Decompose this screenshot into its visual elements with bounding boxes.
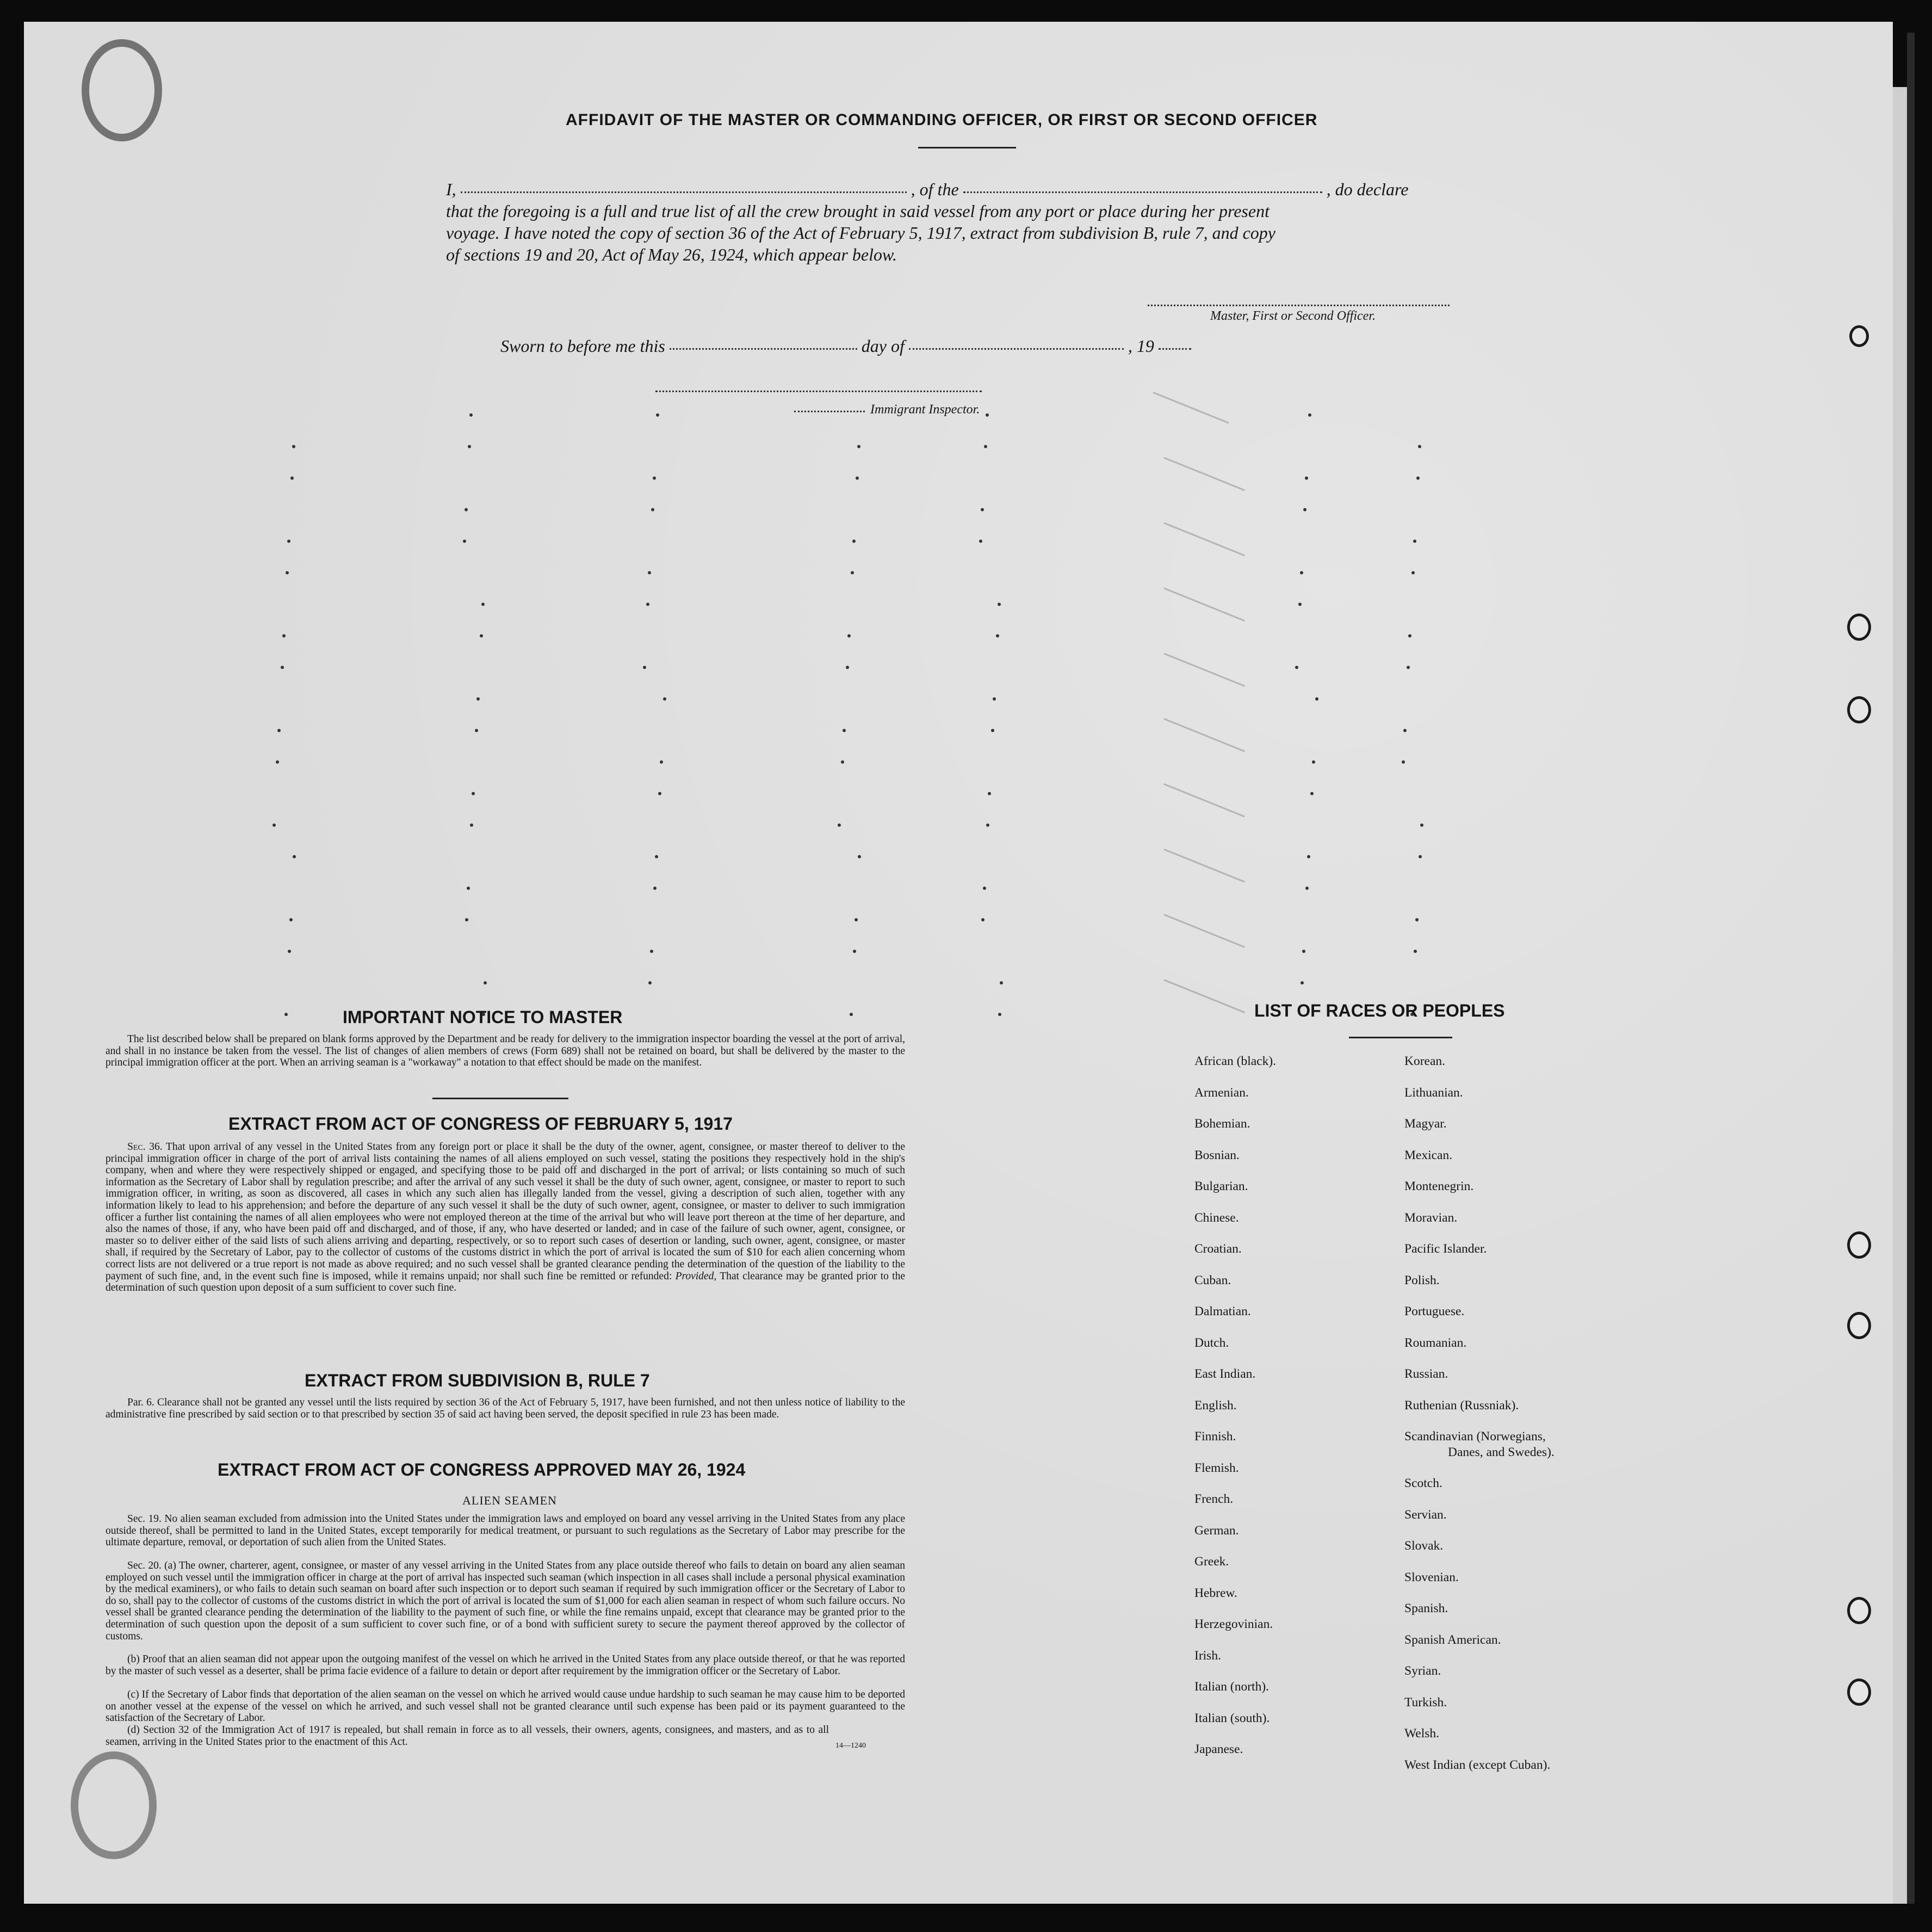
bleed-dot	[857, 445, 860, 448]
race-item: Turkish.	[1404, 1695, 1447, 1710]
race-item: Hebrew.	[1194, 1586, 1237, 1600]
bleed-dot	[465, 508, 468, 511]
bleed-dot	[984, 445, 987, 448]
race-item: Magyar.	[1404, 1117, 1447, 1131]
section-20d-text: (d) Section 32 of the Immigration Act of 1917 is repealed, but shall remain in force as to all vessels, their owners, agents, consignees, and masters, and as to all seamen, arriving in the United States prior to the enactment of this Act.	[106, 1724, 829, 1748]
affidavit-line-4: of sections 19 and 20, Act of May 26, 1924, which appear below.	[446, 245, 897, 264]
bleed-dot	[1415, 918, 1419, 921]
race-item: Bulgarian.	[1194, 1179, 1248, 1193]
race-item: Polish.	[1404, 1273, 1440, 1287]
bleed-dot	[1305, 887, 1309, 890]
bleed-dot	[981, 918, 984, 921]
race-item: Spanish.	[1404, 1601, 1448, 1616]
race-item: East Indian.	[1194, 1367, 1256, 1381]
bleed-dot	[1301, 981, 1304, 984]
affidavit-title: AFFIDAVIT OF THE MASTER OR COMMANDING OFFICER, OR FIRST OR SECOND OFFICER	[566, 111, 1318, 129]
races-rule	[1349, 1037, 1452, 1038]
bleed-dot	[852, 540, 856, 543]
bleed-dot	[650, 950, 653, 953]
race-item: Scotch.	[1404, 1476, 1442, 1491]
inspector-label: Immigrant Inspector.	[870, 403, 980, 417]
extract-1917-text	[106, 1141, 905, 1294]
affidavit-line-3: voyage. I have noted the copy of section 36 of the Act of February 5, 1917, extract from subdivision B, rule 7, and copy	[446, 223, 1275, 243]
bleed-dot	[475, 729, 478, 732]
sworn-year: , 19	[1128, 336, 1154, 356]
bleed-dot	[993, 697, 996, 701]
signature-label: Master, First or Second Officer.	[1210, 309, 1376, 323]
bleed-dot	[1420, 823, 1423, 827]
bleed-dot	[465, 918, 468, 921]
race-item: Cuban.	[1194, 1273, 1231, 1287]
bleed-dot	[1303, 508, 1306, 511]
race-item: Japanese.	[1194, 1742, 1243, 1756]
bleed-dot	[979, 540, 982, 543]
bleed-dot	[463, 540, 466, 543]
race-item: Armenian.	[1194, 1085, 1249, 1100]
bleed-dot	[282, 634, 286, 637]
race-item: Bosnian.	[1194, 1148, 1240, 1162]
bleed-dot	[1312, 760, 1315, 764]
bleed-dot	[651, 508, 654, 511]
extract-rule7-text: Par. 6. Clearance shall not be granted any vessel until the lists required by section 36 of the Act of February 5, 1917, have been furnished, and not then unless notice of liability to the administrative fine prescribed by said section or to that prescribed by section 35 of said act having been served, the deposit specified in rule 23 has been made.	[106, 1397, 905, 1420]
bleed-dot	[1315, 697, 1318, 701]
bleed-dot	[481, 603, 485, 606]
bleed-dot	[1408, 634, 1411, 637]
bleed-dot	[1419, 855, 1422, 858]
race-item: Scandinavian (Norwegians,	[1404, 1429, 1546, 1444]
ink-stain	[82, 39, 162, 141]
section-20c-text: (c) If the Secretary of Labor finds that deportation of the alien seaman on the vessel on which he arrived would cause undue hardship to such seaman he may cause him to be deported on another vessel at the expense of the vessel on which he arrived, and such vessel shall not be granted clearance until such expense has been paid or its payment guaranteed to the satisfaction of the Secretary of Labor.	[106, 1689, 905, 1724]
bleed-dot	[484, 981, 487, 984]
affidavit-of-the: , of the	[911, 179, 959, 199]
race-item: French.	[1194, 1492, 1234, 1506]
race-item: Finnish.	[1194, 1429, 1236, 1444]
bleed-dot	[858, 855, 861, 858]
bleed-dot	[856, 476, 859, 480]
race-item: African (black).	[1194, 1054, 1277, 1068]
bleed-dot	[288, 950, 291, 953]
race-item: Lithuanian.	[1404, 1085, 1463, 1100]
inspector-short-line	[794, 411, 865, 412]
section-36-label: Sec. 36.	[127, 1141, 163, 1153]
bleed-dot	[1305, 476, 1308, 480]
notice-rule	[432, 1098, 568, 1099]
race-item: Dutch.	[1194, 1335, 1229, 1350]
extract-1917-title: EXTRACT FROM ACT OF CONGRESS OF FEBRUARY 5, 1917	[228, 1114, 733, 1134]
race-item: Korean.	[1404, 1054, 1446, 1068]
bleed-dot	[468, 445, 471, 448]
bleed-dot	[660, 760, 663, 764]
race-item: Bohemian.	[1194, 1117, 1250, 1131]
race-item: Italian (north).	[1194, 1680, 1270, 1694]
bleed-dot	[854, 918, 858, 921]
sworn-day-of: day of	[861, 336, 905, 356]
sworn-line	[500, 336, 1191, 356]
bleed-dot	[467, 887, 470, 890]
section-36-body: That upon arrival of any vessel in the United States from any foreign port or place it shall be the duty of the owner, agent, consignee, or master thereof to deliver to the principal immigration officer in charge of the port of arrival lists containing the names of all aliens employed on such vessel, stating the positions they respectively hold in the ship's company, when and where they were respectively shipped or engaged, and specifying those to be paid off and discharged in the port of arrival; or lists containing so much of such information as the Secretary of Labor shall by regulation prescribe; and after the arrival of any such vessel it shall be the duty of such owner, agent, consignee, or master to report to such immigration officer, in writing, as soon as discovered, all cases in which any such alien has illegally landed from the vessel, giving a description of such alien, together with any information likely to lead to his apprehension; and before the departure of any such vessel it shall be the duty of such owner, agent, consignee, or master to deliver to such immigration officer a further list containing the names of all alien employees who were not employed thereon at the time of the arrival but who will leave port thereon at the time of her departure, and also the names of those, if any, who have been paid off and discharged, and of those, if any, who have deserted or landed; and in case of the failure of such owner, agent, consignee, or master so to deliver either of the said lists of such aliens arriving and departing, respectively, or so to report such cases of desertion or landing, such owner, agent, consignee, or master shall, if required by the Secretary of Labor, pay to the collector of customs of the customs district in which the port of arrival is located the sum of $10 for each alien concerning whom correct lists are not delivered or a true report is not made as above required; and no such vessel shall be granted clearance pending the determination of the question of the liability to the payment of such fine, and, in the event such fine is imposed, while it remains unpaid; nor shall such fine be remitted or refunded:	[106, 1141, 905, 1282]
race-item: Dalmatian.	[1194, 1304, 1251, 1318]
bleed-dot	[838, 823, 841, 827]
bleed-dot	[646, 603, 649, 606]
bleed-dot	[1416, 476, 1420, 480]
bleed-dot	[847, 634, 851, 637]
bleed-dot	[986, 823, 989, 827]
race-item: Welsh.	[1404, 1726, 1440, 1741]
proviso-text: That clearance may be granted prior to the determination of such question upon deposit of a sum sufficient to cover such fine.	[106, 1270, 906, 1294]
race-item: Servian.	[1404, 1507, 1447, 1522]
bleed-dot	[648, 571, 651, 574]
race-item: German.	[1194, 1523, 1239, 1538]
bleed-dot	[843, 729, 846, 732]
race-item: Danes, and Swedes).	[1448, 1445, 1555, 1459]
bleed-dot	[653, 476, 656, 480]
race-item: Russian.	[1404, 1367, 1448, 1381]
race-item: Slovak.	[1404, 1539, 1444, 1553]
bleed-dot	[655, 855, 658, 858]
punch-hole	[1847, 614, 1871, 641]
bleed-dot	[1300, 571, 1303, 574]
bleed-dot	[648, 981, 652, 984]
bleed-dot	[469, 413, 473, 417]
form-number: 14—1240	[835, 1742, 866, 1750]
bleed-dot	[1414, 950, 1417, 953]
affidavit-line-1	[446, 179, 1408, 200]
race-item: Slovenian.	[1404, 1570, 1459, 1584]
page-edge	[1893, 87, 1907, 1904]
sworn-date-blank[interactable]	[670, 348, 857, 350]
race-item: Irish.	[1194, 1648, 1221, 1663]
bleed-dot	[658, 792, 661, 795]
sworn-month-blank[interactable]	[909, 348, 1124, 350]
bleed-dot	[476, 697, 480, 701]
bleed-dot	[276, 760, 279, 764]
race-item: Chinese.	[1194, 1210, 1239, 1225]
bleed-dot	[287, 540, 290, 543]
notice-text: The list described below shall be prepared on blank forms approved by the Department and be ready for delivery to the immigration inspector boarding the vessel at the port of arrival, and shall in no instance be taken from the vessel. The list of changes of alien members of crews (Form 689) shall not be retained on board, but shall be delivered by the master to the principal immigration officer at the port. When an arriving seaman is a "workaway" a notation to that effect should be made on the manifest.	[106, 1033, 905, 1069]
extract-1924-title: EXTRACT FROM ACT OF CONGRESS APPROVED MAY 26, 1924	[218, 1460, 746, 1479]
bleed-dot	[472, 792, 475, 795]
race-item: Croatian.	[1194, 1242, 1242, 1256]
race-item: Greek.	[1194, 1555, 1229, 1569]
bleed-dot	[1308, 413, 1311, 417]
bleed-dot	[290, 476, 294, 480]
section-20b-text: (b) Proof that an alien seaman did not appear upon the outgoing manifest of the vessel on which he arrived in the United States from any place outside thereof, or that he was reported by the master of such vessel as a deserter, shall be prima facie evidence of a failure to detain or deport after requirement by the immigration officer or the Secretary of Labor.	[106, 1654, 905, 1677]
bleed-dot	[1411, 571, 1415, 574]
punch-hole	[1849, 325, 1869, 347]
punch-hole	[1847, 696, 1871, 723]
affidavit-i: I,	[446, 179, 456, 199]
bleed-dot	[292, 445, 295, 448]
punch-hole	[1847, 1597, 1871, 1624]
bleed-dot	[284, 1013, 288, 1016]
bleed-dot	[1298, 603, 1302, 606]
bleed-dot	[851, 571, 854, 574]
bleed-dot	[293, 855, 296, 858]
bleed-dot	[986, 413, 989, 417]
race-item: Portuguese.	[1404, 1304, 1465, 1318]
bleed-dot	[1307, 855, 1310, 858]
affidavit-line-2: that the foregoing is a full and true list of all the crew brought in said vessel from any port or place during her present	[446, 201, 1270, 221]
extract-rule7-title: EXTRACT FROM SUBDIVISION B, RULE 7	[305, 1371, 650, 1390]
bleed-dot	[1418, 445, 1421, 448]
bleed-dot	[846, 666, 849, 669]
bleed-dot	[480, 634, 483, 637]
bleed-dot	[1310, 792, 1314, 795]
affidavit-declare: , do declare	[1326, 179, 1409, 199]
punch-hole	[1847, 1231, 1871, 1259]
race-item: Italian (south).	[1194, 1711, 1270, 1725]
bleed-dot	[1402, 760, 1405, 764]
bleed-dot	[273, 823, 276, 827]
sworn-year-blank[interactable]	[1159, 348, 1191, 350]
name-blank[interactable]	[461, 191, 907, 193]
race-item: Flemish.	[1194, 1460, 1239, 1475]
sworn-text: Sworn to before me this	[500, 336, 665, 356]
bleed-dot	[281, 666, 284, 669]
bleed-dot	[1407, 666, 1410, 669]
signature-line[interactable]	[1148, 305, 1450, 306]
bleed-dot	[470, 823, 473, 827]
race-item: Montenegrin.	[1404, 1179, 1474, 1193]
section-19-text: Sec. 19. No alien seaman excluded from admission into the United States under the immigration laws and employed on board any vessel arriving in the United States from any place outside thereof, shall be permitted to land in the United States, except temporarily for medical treatment, or pursuant to such regulations as the Secretary of Labor may prescribe for the ultimate departure, removal, or deportation of such alien from the United States.	[106, 1513, 905, 1549]
bleed-dot	[1413, 540, 1416, 543]
bleed-dot	[286, 571, 289, 574]
bleed-dot	[653, 887, 657, 890]
race-item: Syrian.	[1404, 1664, 1441, 1679]
race-item: West Indian (except Cuban).	[1404, 1757, 1551, 1772]
race-item: Roumanian.	[1404, 1335, 1467, 1350]
race-item: Spanish American.	[1404, 1632, 1501, 1647]
punch-hole	[1847, 1679, 1871, 1706]
bleed-dot	[991, 729, 994, 732]
bleed-dot	[983, 887, 986, 890]
bleed-dot	[850, 1013, 853, 1016]
bleed-dot	[1295, 666, 1298, 669]
bleed-dot	[853, 950, 856, 953]
race-item: Pacific Islander.	[1404, 1242, 1487, 1256]
race-item: Ruthenian (Russniak).	[1404, 1398, 1519, 1413]
proviso-word: Provided,	[675, 1270, 717, 1282]
bleed-dot	[277, 729, 281, 732]
bleed-dot	[981, 508, 984, 511]
ink-stain	[71, 1751, 157, 1859]
bleed-dot	[988, 792, 991, 795]
race-item: English.	[1194, 1398, 1237, 1413]
bleed-dot	[1000, 981, 1003, 984]
bleed-dot	[996, 634, 999, 637]
bleed-dot	[656, 413, 659, 417]
vessel-blank[interactable]	[963, 191, 1322, 193]
section-20a-text: Sec. 20. (a) The owner, charterer, agent, consignee, or master of any vessel arriving in the United States from any place outside thereof who fails to detain on board any alien seaman employed on such vessel until the immigration officer in charge at the port of arrival has inspected such seaman (which inspection in all cases shall include a personal physical examination by the medical examiners), or who fails to detain such seaman on board after such inspection or to deport such seaman if required by such immigration officer or the Secretary of Labor to do so, shall pay to the collector of customs of the customs district in which the port of arrival is located the sum of $1,000 for each alien seaman in respect of whom such failure occurs. No vessel shall be granted clearance pending the determination of the liability to the payment of such fine, or while the fine remains unpaid, except that clearance may be granted prior to the determination of such question upon the deposit of a sum sufficient to cover such fine, or of a bond with sufficient surety to secure the payment thereof approved by the collector of customs.	[106, 1560, 905, 1642]
bleed-dot	[289, 918, 293, 921]
race-item: Mexican.	[1404, 1148, 1453, 1162]
bleed-dot	[643, 666, 646, 669]
alien-seamen-subtitle: ALIEN SEAMEN	[462, 1494, 557, 1507]
races-title: LIST OF RACES OR PEOPLES	[1254, 1001, 1505, 1020]
race-item: Herzegovinian.	[1194, 1617, 1273, 1631]
notice-title: IMPORTANT NOTICE TO MASTER	[343, 1007, 623, 1027]
bleed-dot	[663, 697, 666, 701]
bleed-dot	[998, 1013, 1001, 1016]
bleed-dot	[841, 760, 844, 764]
page-edge-shadow	[1907, 33, 1915, 1904]
race-item: Moravian.	[1404, 1210, 1458, 1225]
punch-hole	[1847, 1312, 1871, 1339]
title-rule	[918, 147, 1016, 148]
bleed-dot	[1403, 729, 1407, 732]
bleed-dot	[1302, 950, 1305, 953]
inspector-signature-line[interactable]	[655, 391, 982, 392]
bleed-dot	[998, 603, 1001, 606]
